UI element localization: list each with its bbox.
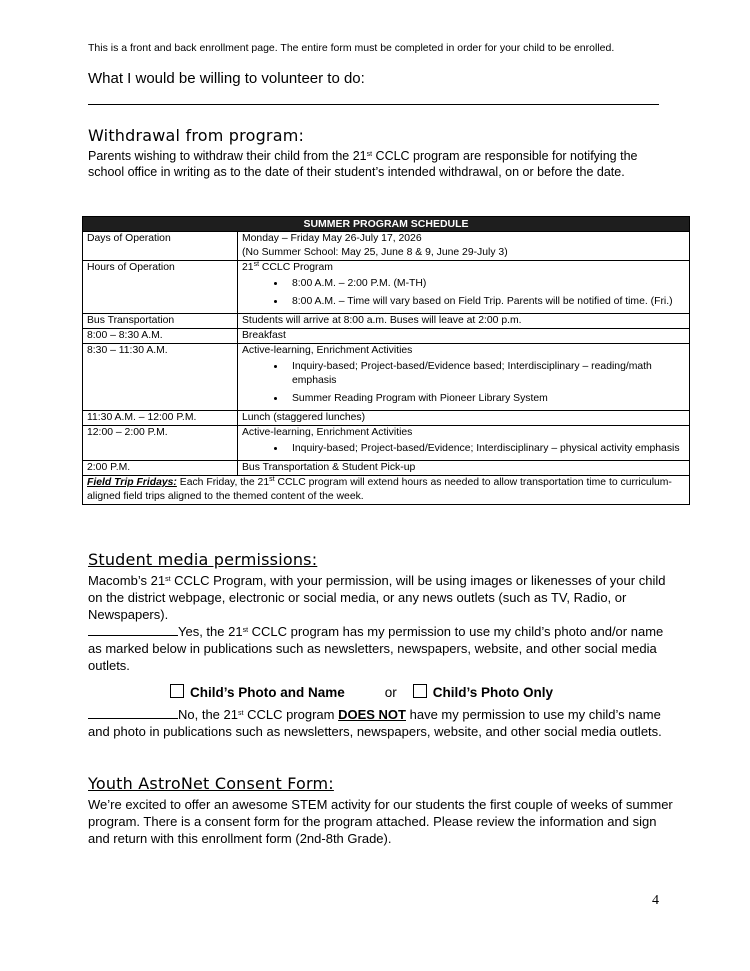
media-no-paragraph — [88, 706, 678, 740]
afternoon-list — [242, 442, 685, 456]
bus-value: Students will arrive at 8:00 a.m. Buses will leave at 2:00 p.m. — [238, 314, 690, 329]
withdrawal-text: Parents wishing to withdraw their child from the 21st CCLC program are responsible for notifying the school office in writing as to the date of their student’s intended withdrawal, on or before the date. — [88, 149, 638, 179]
astronet-text: We’re excited to offer an awesome STEM activity for our students the first couple of weeks of summer program. There is a consent form for the program attached. Please review the information and sign and return with this enrollment form (2nd-8th Grade). — [88, 797, 673, 846]
photo-only-label: Child’s Photo Only — [432, 685, 554, 700]
hours-cell — [238, 261, 690, 314]
morning-cell — [238, 344, 690, 411]
pickup-time: 2:00 P.M. — [83, 461, 238, 476]
media-yes-paragraph — [88, 623, 678, 674]
afternoon-time: 12:00 – 2:00 P.M. — [83, 426, 238, 461]
media-no-emphasis: DOES NOT — [338, 707, 406, 722]
withdrawal-heading: Withdrawal from program: — [88, 126, 305, 145]
pickup-value: Bus Transportation & Student Pick-up — [238, 461, 690, 476]
hours-list — [242, 277, 685, 309]
table-row — [83, 426, 690, 461]
days-note: (No Summer School: May 25, June 8 & 9, June 29-July 3) — [242, 247, 508, 258]
list-item: • Inquiry-based; Project-based/Evidence; Interdisciplinary – physical activity emphasis — [286, 442, 685, 456]
schedule-title: SUMMER PROGRAM SCHEDULE — [83, 217, 690, 232]
table-row — [83, 411, 690, 426]
list-item: • Summer Reading Program with Pioneer Library System — [286, 392, 685, 406]
photo-and-name-label: Child’s Photo and Name — [190, 685, 345, 700]
afternoon-cell — [238, 426, 690, 461]
table-row — [83, 329, 690, 344]
media-heading: Student media permissions: — [88, 550, 318, 569]
list-item: • 8:00 A.M. – 2:00 P.M. (M-TH) — [286, 277, 685, 291]
fieldtrip-cell — [83, 476, 690, 505]
hours-program: 21st CCLC Program — [242, 261, 333, 273]
photo-only-checkbox[interactable] — [413, 684, 427, 698]
fieldtrip-title: Field Trip Fridays: — [87, 477, 177, 488]
breakfast-time: 8:00 – 8:30 A.M. — [83, 329, 238, 344]
media-no-pre: No, the 21st CCLC program — [178, 707, 339, 722]
astronet-heading: Youth AstroNet Consent Form: — [88, 774, 334, 793]
table-row — [83, 314, 690, 329]
photo-options-row — [170, 684, 553, 700]
photo-and-name-checkbox[interactable] — [170, 684, 184, 698]
table-row — [83, 261, 690, 314]
days-label: Days of Operation — [83, 232, 238, 261]
morning-list — [242, 360, 685, 406]
media-yes-text: Yes, the 21st CCLC program has my permission to use my child’s photo and/or name as marked below in publications such as newsletters, newspapers, website, and other social media outlets. — [88, 624, 664, 673]
breakfast-value: Breakfast — [238, 329, 690, 344]
page-number: 4 — [652, 893, 659, 908]
media-intro: Macomb’s 21st CCLC Program, with your permission, will be using images or likenesses of your child on the district webpage, electronic or social media, or any news outlets (such as TV, Radio, or Newspapers). — [88, 573, 666, 622]
lunch-value: Lunch (staggered lunches) — [238, 411, 690, 426]
summer-schedule-table — [82, 216, 690, 505]
yes-initial-blank[interactable] — [88, 623, 178, 636]
days-value: Monday – Friday May 26-July 17, 2026 — [242, 233, 422, 244]
hours-label: Hours of Operation — [83, 261, 238, 314]
table-row — [83, 344, 690, 411]
volunteer-answer-line[interactable] — [88, 104, 659, 105]
morning-time: 8:30 – 11:30 A.M. — [83, 344, 238, 411]
volunteer-prompt: What I would be willing to volunteer to do: — [88, 70, 365, 87]
table-row — [83, 232, 690, 261]
or-label: or — [384, 685, 397, 700]
morning-value: Active-learning, Enrichment Activities — [242, 345, 413, 356]
list-item: • Inquiry-based; Project-based/Evidence based; Interdisciplinary – reading/math emphasis — [286, 360, 685, 388]
list-item: • 8:00 A.M. – Time will vary based on Field Trip. Parents will be notified of time. (Fri.) — [286, 295, 685, 309]
table-row — [83, 476, 690, 505]
days-cell — [238, 232, 690, 261]
fieldtrip-text: Each Friday, the 21st CCLC program will extend hours as needed to allow transportation time to curriculum-aligned field trips aligned to the themed content of the week. — [87, 476, 672, 502]
bus-label: Bus Transportation — [83, 314, 238, 329]
no-initial-blank[interactable] — [88, 706, 178, 719]
enrollment-notice: This is a front and back enrollment page. The entire form must be completed in order for your child to be enrolled. — [88, 42, 615, 54]
afternoon-value: Active-learning, Enrichment Activities — [242, 427, 413, 438]
media-no-post: have my permission to use my child’s name and photo in publications such as newsletters, newspapers, website, and other social media outlets. — [88, 707, 662, 739]
lunch-time: 11:30 A.M. – 12:00 P.M. — [83, 411, 238, 426]
table-row — [83, 461, 690, 476]
media-section — [88, 572, 678, 674]
